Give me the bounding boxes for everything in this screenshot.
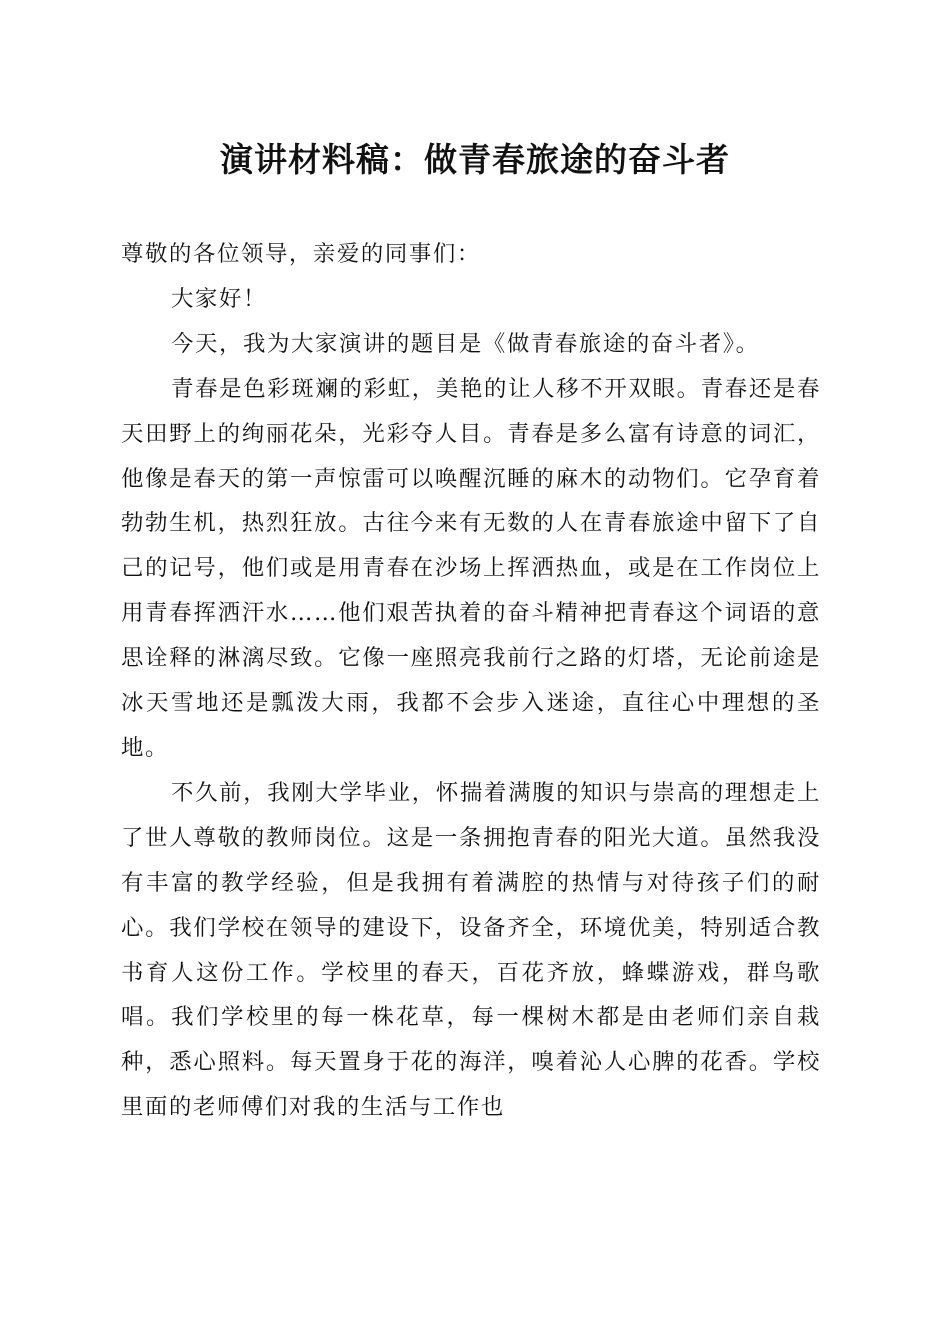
paragraph-topic: 今天，我为大家演讲的题目是《做青春旅途的奋斗者》。 xyxy=(171,330,760,357)
salutation: 尊敬的各位领导，亲爱的同事们： xyxy=(121,241,481,267)
document-body xyxy=(121,232,821,1130)
document-title: 演讲材料稿：做青春旅途的奋斗者 xyxy=(220,140,730,179)
paragraph-youth: 青春是色彩斑斓的彩虹，美艳的让人移不开双眼。青春还是春天田野上的绚丽花朵，光彩夺人目。青春是多么富有诗意的词汇，他像是春天的第一声惊雷可以唤醒沉睡的麻木的动物们。它孕育着勃勃生机，热烈狂放。古往今来有无数的人在青春旅途中留下了自己的记号，他们或是用青春在沙场上挥洒热血，或是在工作岗位上用青春挥洒汗水……他们艰苦执着的奋斗精神把青春这个词语的意思诠释的淋漓尽致。它像一座照亮我前行之路的灯塔，无论前途是冰天雪地还是瓢泼大雨，我都不会步入迷途，直往心中理想的圣地。 xyxy=(121,375,821,761)
paragraph-greeting: 大家好！ xyxy=(171,285,267,312)
paragraph-school: 不久前，我刚大学毕业，怀揣着满腹的知识与崇高的理想走上了世人尊敬的教师岗位。这是一条拥抱青春的阳光大道。虽然我没有丰富的教学经验，但是我拥有着满腔的热情与对待孩子们的耐心。我们学校在领导的建设下，设备齐全，环境优美，特别适合教书育人这份工作。学校里的春天，百花齐放，蜂蝶游戏，群鸟歌唱。我们学校里的每一株花草，每一棵树木都是由老师们亲自栽种，悉心照料。每天置身于花的海洋，嗅着沁人心脾的花香。学校里面的老师傅们对我的生活与工作也 xyxy=(121,779,821,1121)
